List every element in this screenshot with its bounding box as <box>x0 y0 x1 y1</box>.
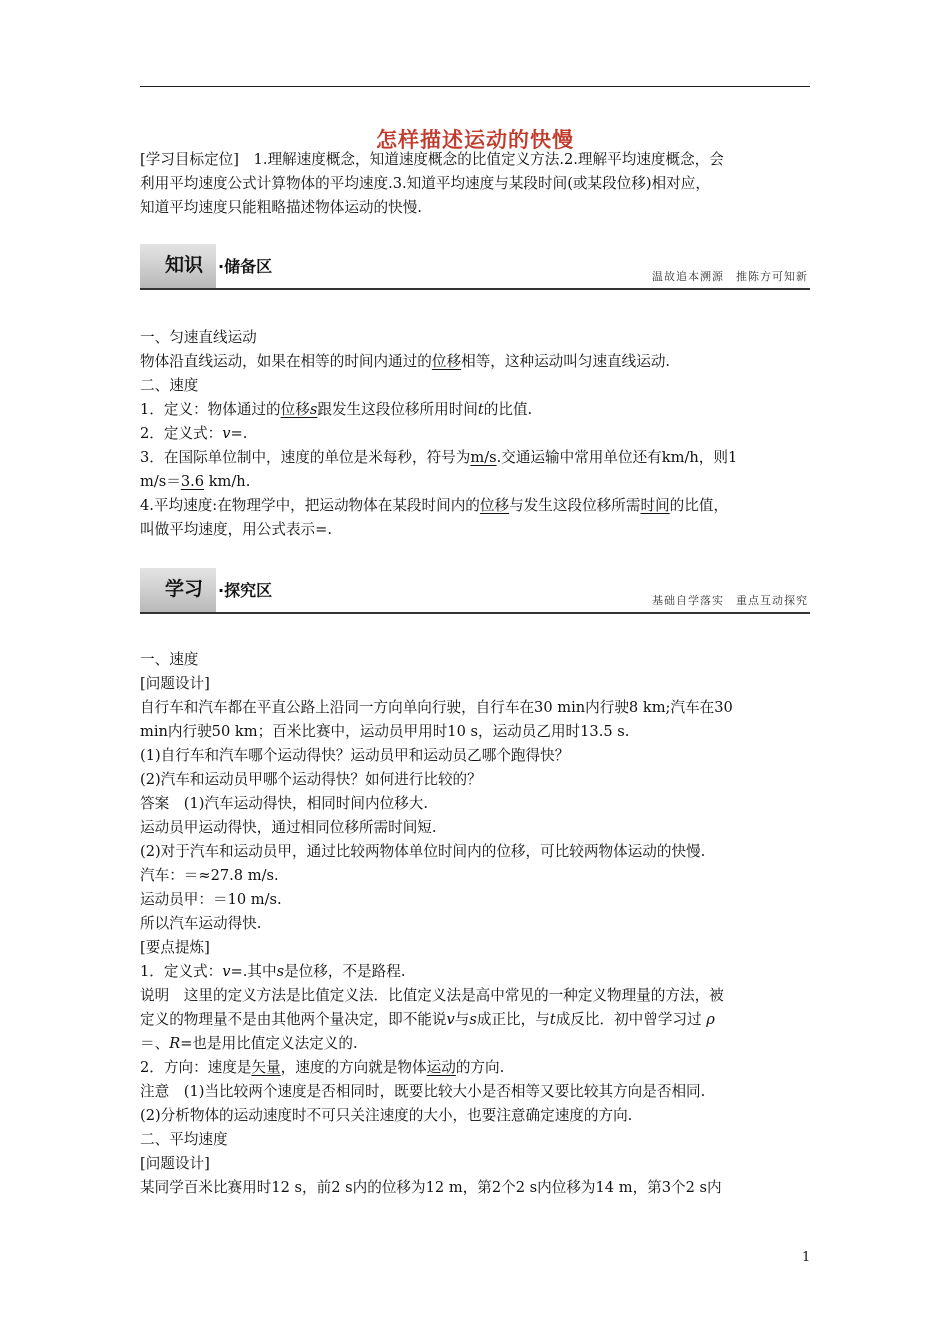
knowledge-content <box>140 326 812 542</box>
answer-blank: 位移 <box>479 497 510 514</box>
answer: 所以汽车运动得快. <box>140 915 262 932</box>
paragraph: 2．方向：速度是矢量，速度的方向就是物体运动的方向. <box>140 1059 505 1076</box>
answer-blank: 位移s <box>280 401 318 418</box>
heading: 二、平均速度 <box>140 1131 228 1148</box>
section-tagline: 基础自学落实 重点互动探究 <box>652 594 808 607</box>
answer: 运动员甲：＝10 m/s. <box>140 891 282 908</box>
page-number: 1 <box>802 1250 811 1265</box>
label: [问题设计] <box>140 1155 210 1172</box>
paragraph: 1．定义式：v=.其中s是位移，不是路程. <box>140 963 406 980</box>
paragraph: 定义的物理量不是由其他两个量决定，即不能说v与s成正比，与t成反比．初中曾学习过 ρ <box>140 1011 715 1028</box>
heading: 一、匀速直线运动 <box>140 329 257 346</box>
section-rule <box>140 288 810 290</box>
answer-blank: 3.6 <box>180 473 205 490</box>
answer: 汽车：＝≈27.8 m/s. <box>140 867 279 884</box>
label: [问题设计] <box>140 675 210 692</box>
goals-line: [学习目标定位] 1.理解速度概念，知道速度概念的比值定义方法.2.理解平均速度概念，会 <box>140 151 724 168</box>
paragraph: 4.平均速度:在物理学中，把运动物体在某段时间内的位移与发生这段位移所需时间的比值， <box>140 497 729 514</box>
section-header-study <box>140 568 810 614</box>
answer-blank: 时间 <box>640 497 670 514</box>
paragraph: 注意 (1)当比较两个速度是否相同时，既要比较大小是否相等又要比较其方向是否相同. <box>140 1083 706 1100</box>
paragraph: 物体沿直线运动，如果在相等的时间内通过的位移相等，这种运动叫匀速直线运动. <box>140 353 671 370</box>
section-header-knowledge <box>140 244 810 290</box>
page-title: 怎样描述运动的快慢 <box>376 128 574 152</box>
answer-blank: 位移 <box>431 353 462 370</box>
section-sub-title: ·储备区 <box>218 257 273 276</box>
answer: 运动员甲运动得快，通过相同位移所需时间短. <box>140 819 437 836</box>
paragraph: 说明 这里的定义方法是比值定义法．比值定义法是高中常见的一种定义物理量的方法，被 <box>140 987 724 1004</box>
paragraph: 1．定义：物体通过的位移s跟发生这段位移所用时间t的比值. <box>140 401 533 418</box>
paragraph: 自行车和汽车都在平直公路上沿同一方向单向行驶，自行车在30 min内行驶8 km;汽车在30 <box>140 699 733 716</box>
learning-goals <box>140 148 812 220</box>
answer-blank: 运动 <box>426 1059 456 1076</box>
section-rule <box>140 612 810 614</box>
goals-line: 利用平均速度公式计算物体的平均速度.3.知道平均速度与某段时间(或某段位移)相对应， <box>140 175 710 192</box>
paragraph: min内行驶50 km；百米比赛中，运动员甲用时10 s，运动员乙用时13.5 s. <box>140 723 630 740</box>
question: (2)汽车和运动员甲哪个运动得快？如何进行比较的？ <box>140 771 482 788</box>
label: [要点提炼] <box>140 939 210 956</box>
section-main-title: 知识 <box>165 254 204 276</box>
heading: 二、速度 <box>140 377 199 394</box>
paragraph: 3．在国际单位制中，速度的单位是米每秒，符号为m/s.交通运输中常用单位还有km/h，则1 <box>140 449 738 466</box>
answer-blank: 矢量 <box>251 1059 281 1076</box>
goals-line: 知道平均速度只能粗略描述物体运动的快慢. <box>140 199 422 216</box>
answer: (2)对于汽车和运动员甲，通过比较两物体单位时间内的位移，可比较两物体运动的快慢. <box>140 843 706 860</box>
paragraph: 叫做平均速度，用公式表示=. <box>140 521 332 538</box>
paragraph: ＝、R=也是用比值定义法定义的. <box>140 1035 358 1052</box>
answer-blank: m/s <box>470 449 497 466</box>
question: (1)自行车和汽车哪个运动得快？运动员甲和运动员乙哪个跑得快？ <box>140 747 570 764</box>
paragraph: (2)分析物体的运动速度时不可只关注速度的大小，也要注意确定速度的方向. <box>140 1107 633 1124</box>
header-rule <box>140 86 810 87</box>
study-content <box>140 648 812 1200</box>
heading: 一、速度 <box>140 651 199 668</box>
paragraph: m/s＝3.6 km/h. <box>140 473 251 490</box>
section-main-title: 学习 <box>165 578 204 600</box>
section-sub-title: ·探究区 <box>218 581 273 600</box>
section-tagline: 温故追本溯源 推陈方可知新 <box>652 270 808 283</box>
answer: 答案 (1)汽车运动得快，相同时间内位移大. <box>140 795 429 812</box>
paragraph: 某同学百米比赛用时12 s，前2 s内的位移为12 m，第2个2 s内位移为14 m，第3个2 s内 <box>140 1179 722 1196</box>
paragraph: 2．定义式：v=. <box>140 425 248 442</box>
